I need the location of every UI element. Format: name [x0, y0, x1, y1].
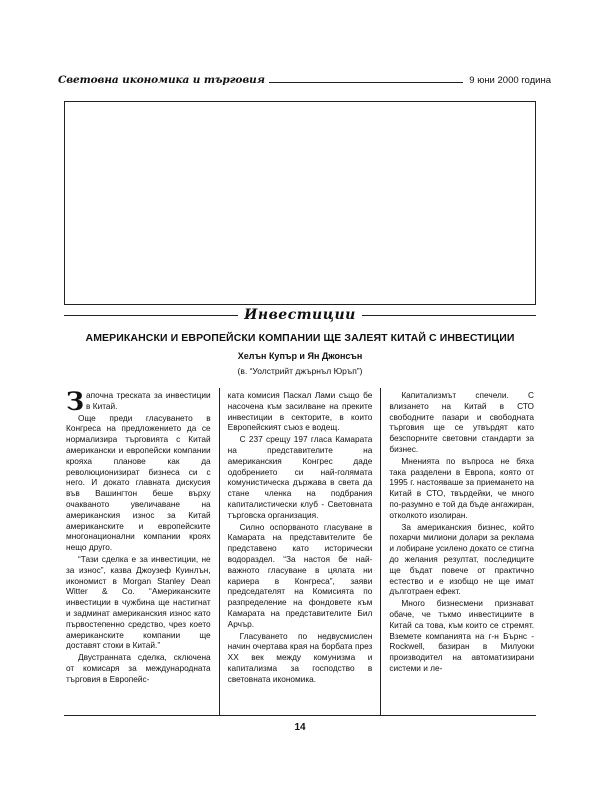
- text-column-1: [64, 388, 219, 715]
- paragraph: Силно оспорваното гласуване в Камарата на представителите бе представено като исторически водораздел. “За настоя бе най-важното гласуване в цялата ни кариера в Конгреса”, заяви председателят на Комисията по разпределение на фондовете към Камарата на представителите Бил Арчър.: [227, 521, 373, 629]
- paragraph: Много бизнесмени признават обаче, че тъкмо инвестициите в Китай са това, към които се стремят. Вземете компанията на г-н Бърнс - Rockwell, базиран в Милуоки производител на автоматизирани системи и ле-: [389, 598, 535, 673]
- section-rule-left: [64, 315, 238, 316]
- article-authors: Хелън Купър и Ян Джонсън: [237, 351, 363, 361]
- paragraph: За американския бизнес, който похарчи милиони долари за реклама и лобиране усилено докато се стигна до желания резултат, последиците ще бъдат повече от практично естество и е изобщо не ще имат дълготраен ефект.: [389, 521, 535, 597]
- paragraph: Мненията по въпроса не бяха така разделени в Европа, която от 1995 г. настояваше за приемането на Китай в СТО, твърдейки, че много по-разумно е той да бъде ангажиран, отколкото изолиран.: [389, 455, 535, 520]
- paragraph-text: апочна треската за инвестиции в Китай.: [86, 390, 211, 411]
- paragraph: Още преди гласуването в Конгреса на предложението да се нормализира търговията с Китай американски и европейски компании крояха планове как да революционизират бизнеса си с него. И докато главната дискусия във Вашингтон беше върху очакваното увеличаване на американския износ за Китай американските и европейските многонационални компании кроях нещо друго.: [66, 412, 211, 553]
- paragraph: “Тази сделка е за инвестиции, не за износ”, казва Джоузеф Куинлън, икономист в Morgan Stanley Dean Witter & Co. “Американските инвестиции в чужбина ще настигнат и задминат американския износ като първостепенно средство, чрез което американските компании ще доставят стоки в Китай.”: [66, 553, 211, 651]
- footer-rule: [64, 715, 536, 716]
- text-column-3: [380, 388, 536, 715]
- paragraph: Двустранната сделка, сключена от комисаря за международната търговия в Европейс-: [66, 652, 211, 684]
- article-body: [64, 388, 536, 715]
- article-headline: АМЕРИКАНСКИ И ЕВРОПЕЙСКИ КОМПАНИИ ЩЕ ЗАЛЕЯТ КИТАЙ С ИНВЕСТИЦИИ: [85, 332, 515, 344]
- publication-title: Световна икономика и търговия: [58, 74, 265, 86]
- paragraph: Гласуването по недвусмислен начин очертава края на борбата през XX век между комунизма и капитализма за господство в световната икономика.: [227, 630, 373, 684]
- paragraph: Капитализмът спечели. С влизането на Китай в СТО свободните пазари и свободната търговия ще се утвърдят като безспорните световни стандарти за бизнес.: [389, 390, 535, 454]
- section-title: Инвестиции: [244, 307, 356, 323]
- paragraph: ката комисия Паскал Лами също бе насочена към засилване на преките инвестиции в секторите, в които Европейският съюз е водещ.: [227, 390, 373, 433]
- text-column-2: [219, 388, 381, 715]
- page-number: 14: [294, 722, 306, 733]
- section-heading-row: [64, 305, 536, 325]
- paragraph: С 237 срещу 197 гласа Камарата на представителите на американския Конгрес даде одобрението си най-голямата комунистическа държава в света да стане членка на подбрания капиталистически клуб - Световната търговска организация.: [227, 434, 373, 520]
- running-header: [58, 70, 551, 86]
- photo-placeholder-frame: [64, 101, 536, 305]
- article-source: (в. “Уолстрийт джърнъл Юръп”): [237, 366, 363, 376]
- header-rule: [269, 82, 463, 83]
- publication-date: 9 юни 2000 година: [469, 75, 551, 86]
- drop-cap: З: [66, 388, 85, 416]
- section-rule-right: [362, 315, 536, 316]
- paragraph: [66, 388, 211, 416]
